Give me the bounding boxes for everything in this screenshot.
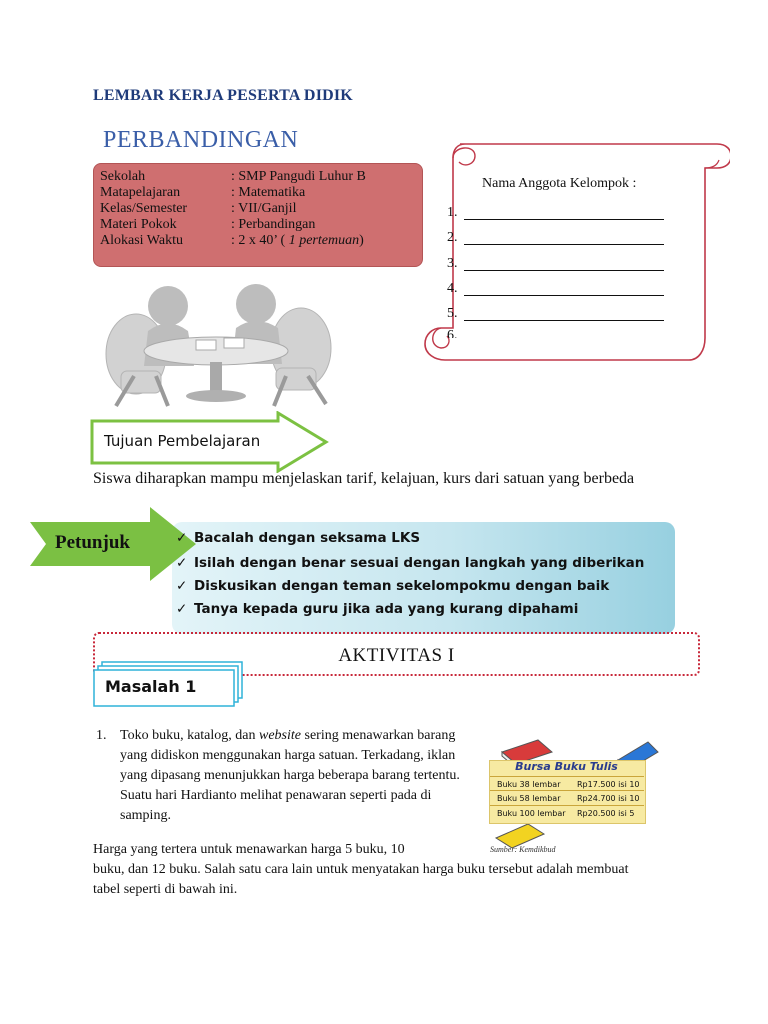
petunjuk-item: ✓ Tanya kepada guru jika ada yang kurang dipahami — [176, 601, 579, 617]
aktivitas-title: AKTIVITAS I — [338, 645, 455, 666]
info-label: Materi Pokok — [100, 217, 177, 232]
masalah-label: Masalah 1 — [105, 677, 197, 696]
info-value: : Matematika — [231, 185, 306, 200]
group-member-4[interactable]: 4. — [447, 281, 458, 297]
check-icon: ✓ — [176, 578, 188, 594]
group-member-5[interactable]: 5. — [447, 306, 458, 322]
group-member-2[interactable]: 2. — [447, 230, 458, 246]
group-member-6[interactable]: 6. — [447, 328, 458, 338]
check-icon: ✓ — [176, 555, 188, 571]
info-value: : SMP Pangudi Luhur B — [231, 169, 366, 184]
info-label: Kelas/Semester — [100, 201, 188, 216]
ad-title: Bursa Buku Tulis — [515, 760, 618, 773]
petunjuk-item: ✓ Isilah dengan benar sesuai dengan langkah yang diberikan — [176, 555, 645, 571]
students-discussion-illustration — [96, 276, 336, 411]
tujuan-text: Siswa diharapkan mampu menjelaskan tarif, kelajuan, kurs dari satuan yang berbeda — [93, 470, 635, 487]
ad-item: Buku 58 lembar — [497, 794, 561, 803]
info-label: Sekolah — [100, 169, 146, 184]
group-member-1[interactable]: 1. — [447, 205, 458, 221]
ad-price: Rp24.700 isi 10 — [577, 794, 640, 803]
check-icon: ✓ — [176, 601, 188, 617]
ad-price: Rp17.500 isi 10 — [577, 780, 640, 789]
petunjuk-item: ✓ Diskusikan dengan teman sekelompokmu dengan baik — [176, 578, 610, 594]
petunjuk-label: Petunjuk — [55, 532, 130, 553]
ad-source: Sumber: Kemdikbud — [490, 845, 556, 854]
ad-divider — [490, 805, 644, 806]
ad-divider — [490, 790, 644, 791]
ad-price: Rp20.500 isi 5 — [577, 809, 635, 818]
info-value: : Perbandingan — [231, 217, 316, 232]
problem-number: 1. — [96, 728, 107, 743]
school-info-box — [93, 163, 423, 267]
info-value: : 2 x 40’ ( 1 pertemuan) — [231, 233, 364, 248]
ad-item: Buku 38 lembar — [497, 780, 561, 789]
ad-divider — [490, 776, 644, 777]
petunjuk-item: ✓ Bacalah dengan seksama LKS — [176, 530, 421, 546]
problem-paragraph: Toko buku, katalog, dan website sering menawarkan barang yang didiskon menggunakan harga satuan. Terkadang, iklan yang dipasang menunjukkan harga beberapa barang tertentu. Suatu hari Hardianto melihat penawaran seperti pada di samping. — [120, 728, 460, 823]
topic-title: PERBANDINGAN — [103, 127, 299, 153]
group-member-3[interactable]: 3. — [447, 256, 458, 272]
document-title: LEMBAR KERJA PESERTA DIDIK — [93, 87, 353, 104]
group-title: Nama Anggota Kelompok : — [482, 176, 637, 191]
info-value: : VII/Ganjil — [231, 201, 297, 216]
ad-item: Buku 100 lembar — [497, 809, 566, 818]
problem-paragraph: Harga yang tertera untuk menawarkan harga 5 buku, 10 — [93, 842, 405, 857]
check-icon: ✓ — [176, 530, 188, 546]
problem-paragraph: buku, dan 12 buku. Salah satu cara lain untuk menyatakan harga buku tersebut adalah membuat tabel seperti di bawah ini. — [93, 862, 629, 897]
info-label: Alokasi Waktu — [100, 233, 183, 248]
tujuan-label: Tujuan Pembelajaran — [104, 432, 261, 450]
info-label: Matapelajaran — [100, 185, 181, 200]
